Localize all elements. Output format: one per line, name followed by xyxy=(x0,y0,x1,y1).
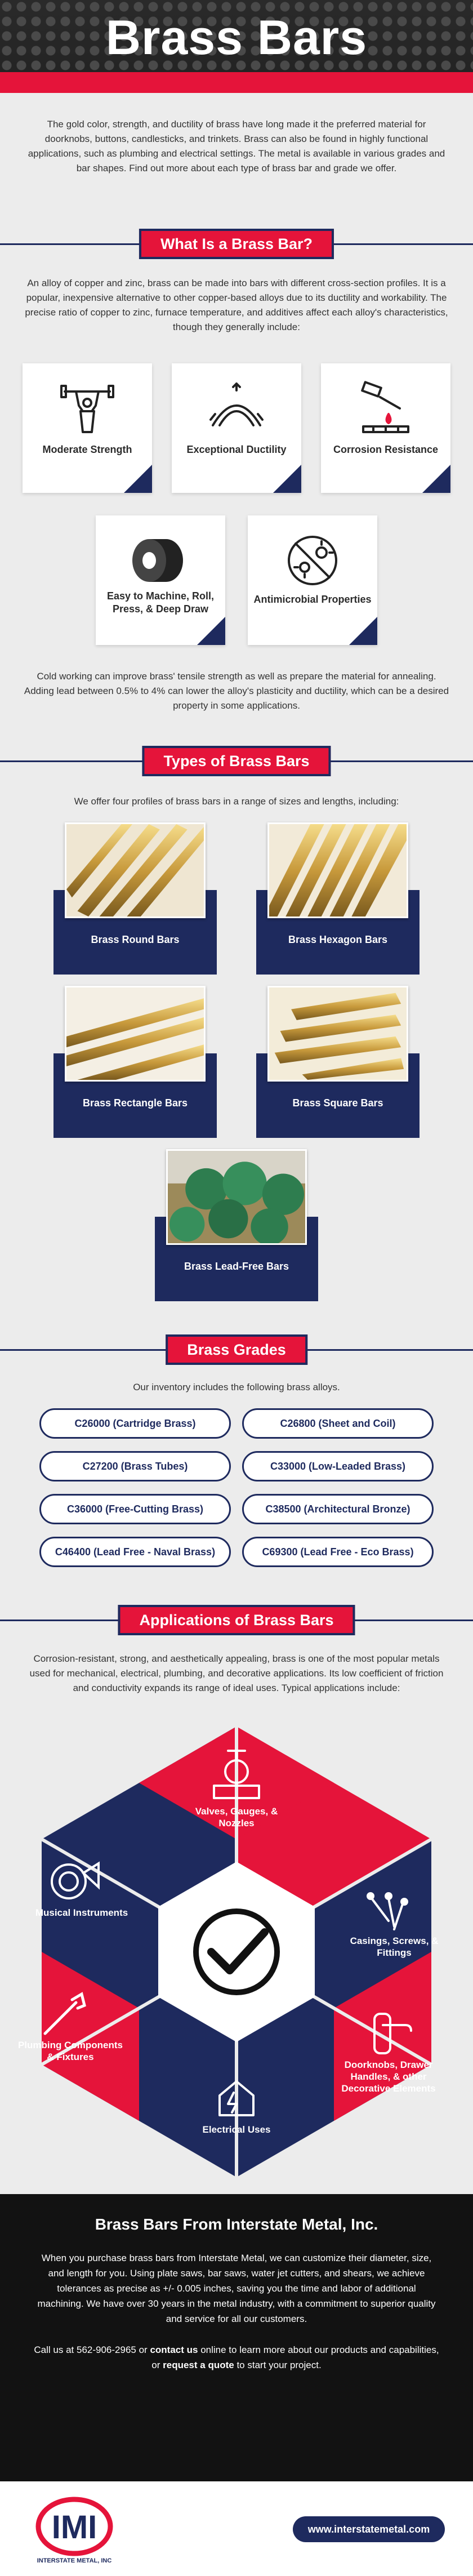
grade-pill: C38500 (Architectural Bronze) xyxy=(242,1494,434,1524)
section-grades-header xyxy=(0,1331,473,1368)
rectangle-bars-image xyxy=(65,986,206,1082)
grade-pill: C36000 (Free-Cutting Brass) xyxy=(39,1494,231,1524)
page-title: Brass Bars xyxy=(105,11,368,65)
app-label-doorknobs: Doorknobs, Drawer Handles, & other Decorative Elements xyxy=(341,2059,436,2094)
square-bars-image xyxy=(267,986,408,1082)
grades-intro: Our inventory includes the following brass alloys. xyxy=(133,1382,340,1392)
coil-icon xyxy=(132,532,189,589)
footer-cta: Call us at 562-906-2965 or contact us online to learn more about our products and capabilities, or request a quote to start your project. xyxy=(34,2344,439,2370)
contact-us-link[interactable]: contact us xyxy=(150,2344,198,2355)
app-label-casings: Casings, Screws, & Fittings xyxy=(350,1936,439,1958)
weightlifter-icon xyxy=(59,380,115,437)
app-label-valves: Valves, Gauges, & Nozzles xyxy=(195,1806,278,1828)
hexagon-bars-image xyxy=(267,822,408,918)
grade-pill: C27200 (Brass Tubes) xyxy=(39,1451,231,1481)
product-tile-hexagon[interactable]: Brass Hexagon Bars xyxy=(256,822,420,975)
section-title: Applications of Brass Bars xyxy=(118,1605,355,1635)
hero-accent-bar xyxy=(0,72,473,93)
section-applications-header xyxy=(0,1601,473,1639)
grade-pill: C26800 (Sheet and Coil) xyxy=(242,1408,434,1439)
cold-working-paragraph: Cold working can improve brass' tensile strength as well as prepare the material for annealing. Adding lead between 0.5% to 4% can lower the alloy's plasticity and ductility, which can be a desired property in some applications. xyxy=(24,671,449,711)
company-logo xyxy=(35,2495,114,2557)
hero-banner xyxy=(0,0,473,93)
grade-pill: C69300 (Lead Free - Eco Brass) xyxy=(242,1537,434,1567)
no-germs-icon xyxy=(284,532,341,589)
grade-pill: C33000 (Low-Leaded Brass) xyxy=(242,1451,434,1481)
grade-pill: C26000 (Cartridge Brass) xyxy=(39,1408,231,1439)
round-bars-image xyxy=(65,822,206,918)
section-title: What Is a Brass Bar? xyxy=(139,229,334,259)
website-link[interactable]: www.interstatemetal.com xyxy=(293,2516,445,2542)
grade-pill: C46400 (Lead Free - Naval Brass) xyxy=(39,1537,231,1567)
footer-paragraph: When you purchase brass bars from Interstate Metal, we can customize their diameter, size, and length for you. Using plate saws, bar saws, water jet cutters, and shears, we achieve tolerances as precise as +/- 0.005 inches, saving you the time and labor of additional machining. We have over 30 years in the metal industry, with a commitment to superior quality and service for all our customers. xyxy=(37,2253,436,2324)
section-types-header xyxy=(0,742,473,780)
product-tile-square[interactable]: Brass Square Bars xyxy=(256,986,420,1138)
intro-paragraph: The gold color, strength, and ductility of brass have long made it the preferred material for doorknobs, buttons, candlesticks, and trinkets. Brass can also be found in highly functional applications, such as plumbing and electrical settings. The metal is available in various grades and bar shapes. Find out more about each type of brass bar and grade we offer. xyxy=(28,119,445,173)
what-paragraph: An alloy of copper and zinc, brass can be made into bars with different cross-section profiles. It is a popular, inexpensive alternative to other copper-based alloys due to its ductility and workability. The precise ratio of copper to zinc, furnace temperature, and additives affect each alloy's characteristics, though they generally include: xyxy=(25,278,448,332)
property-card-strength: Moderate Strength xyxy=(23,363,152,493)
footer-title: Brass Bars From Interstate Metal, Inc. xyxy=(95,2215,378,2233)
app-label-plumbing: Plumbing Components & Fixtures xyxy=(17,2040,123,2062)
request-quote-link[interactable]: request a quote xyxy=(163,2360,234,2370)
section-title: Brass Grades xyxy=(166,1334,307,1365)
section-title: Types of Brass Bars xyxy=(142,746,331,776)
product-tile-lead-free[interactable]: Brass Lead-Free Bars xyxy=(155,1149,318,1301)
lead-free-bars-image xyxy=(166,1149,307,1245)
applications-hexagon-diagram xyxy=(0,1718,473,2186)
product-tile-rectangle[interactable]: Brass Rectangle Bars xyxy=(53,986,217,1138)
types-intro: We offer four profiles of brass bars in a range of sizes and lengths, including: xyxy=(74,796,399,807)
bending-bar-icon xyxy=(208,380,265,437)
property-card-antimicrobial: Antimicrobial Properties xyxy=(248,515,377,645)
applications-intro: Corrosion-resistant, strong, and aesthetically appealing, brass is one of the most popular metals used for mechanical, electrical, plumbing, and decorative applications. Its low coefficient of friction and conductivity expands its range of ideal uses. Typical applications include: xyxy=(29,1653,444,1693)
app-label-electrical: Electrical Uses xyxy=(202,2124,271,2135)
section-what-header xyxy=(0,225,473,263)
property-card-ductility: Exceptional Ductility xyxy=(172,363,301,493)
app-label-musical: Musical Instruments xyxy=(35,1907,128,1918)
logo-subtitle: INTERSTATE METAL, INC xyxy=(37,2557,112,2564)
property-card-corrosion: Corrosion Resistance xyxy=(321,363,450,493)
acid-drop-icon xyxy=(358,380,414,437)
product-tile-round[interactable]: Brass Round Bars xyxy=(53,822,217,975)
logo-text: IMI xyxy=(51,2509,97,2546)
property-card-machinability: Easy to Machine, Roll, Press, & Deep Draw xyxy=(96,515,225,645)
